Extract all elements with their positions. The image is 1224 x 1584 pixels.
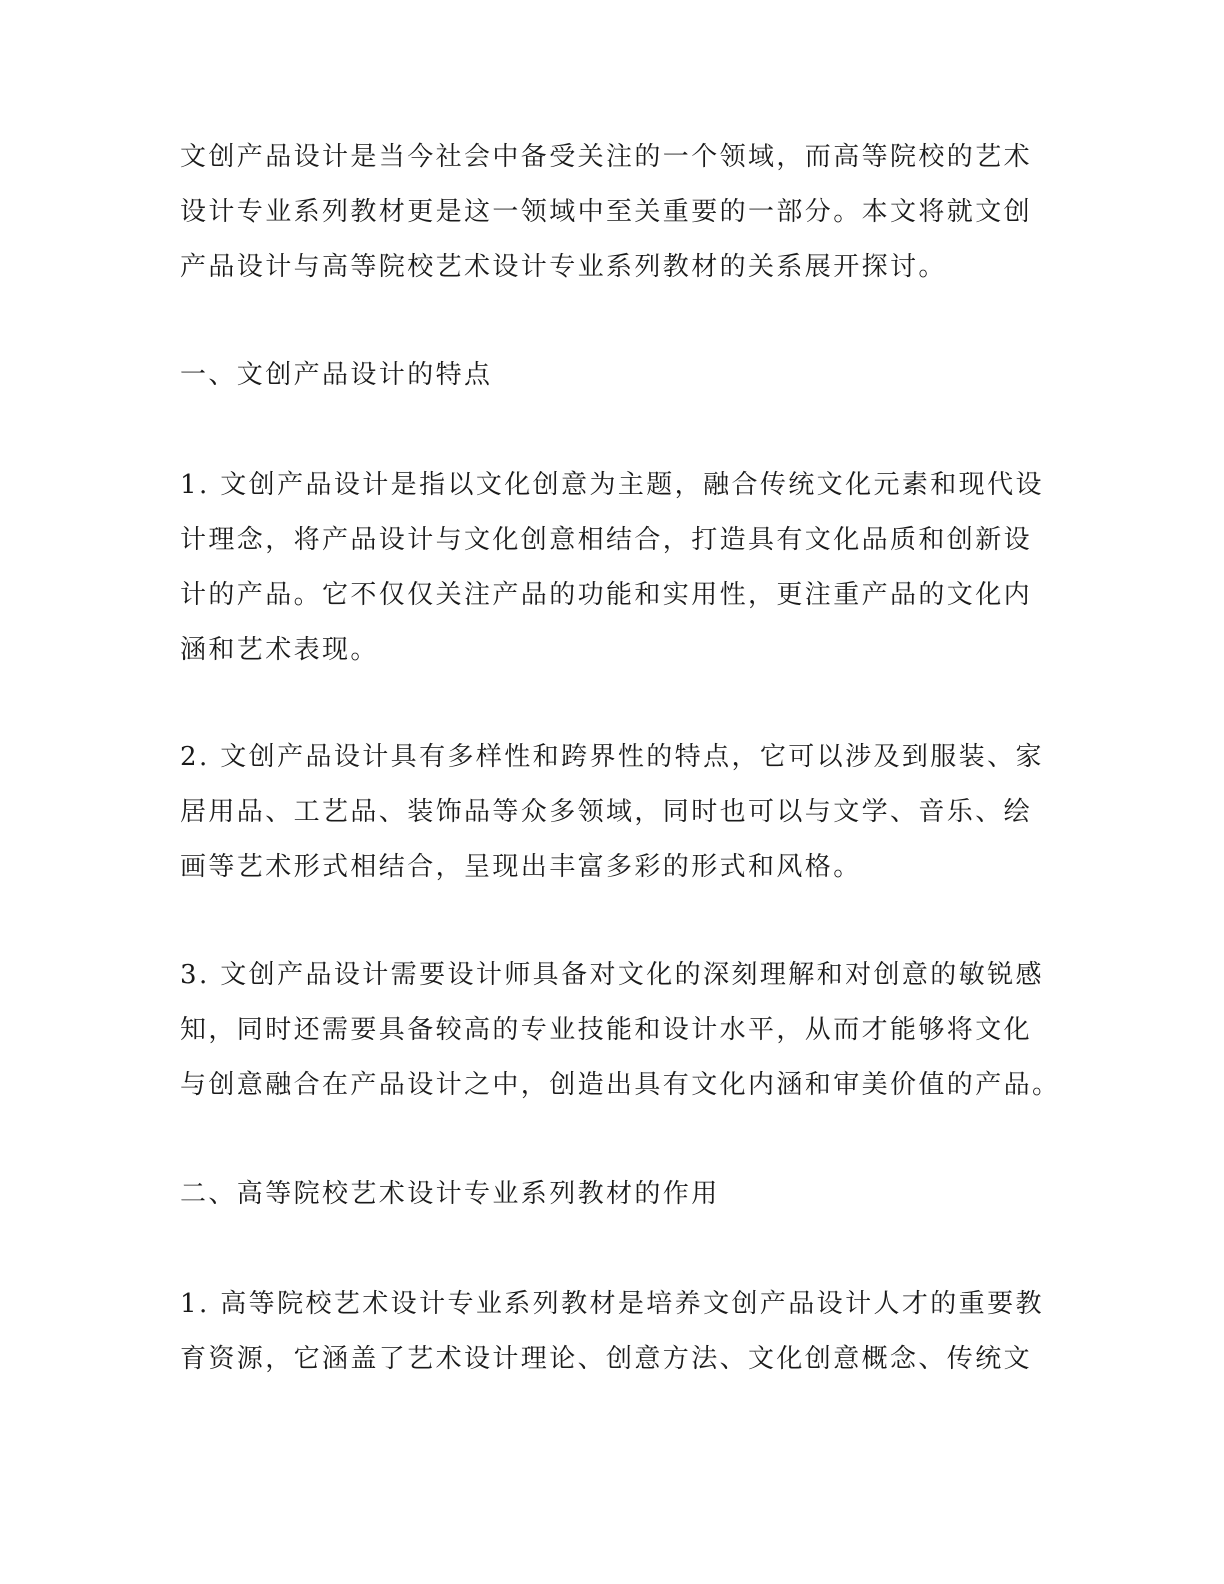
text-line: 文创产品设计是当今社会中备受关注的一个领域，而高等院校的艺术 bbox=[180, 142, 1033, 172]
heading-text: 二、高等院校艺术设计专业系列教材的作用 bbox=[180, 1179, 720, 1209]
text-line: 2. 文创产品设计具有多样性和跨界性的特点，它可以涉及到服装、家 bbox=[180, 742, 1044, 772]
text-line: 知，同时还需要具备较高的专业技能和设计水平，从而才能够将文化 bbox=[180, 1015, 1033, 1045]
section-heading-1 bbox=[180, 348, 492, 403]
section-heading-2 bbox=[180, 1167, 720, 1222]
intro-paragraph bbox=[180, 130, 1032, 295]
text-line: 产品设计与高等院校艺术设计专业系列教材的关系展开探讨。 bbox=[180, 252, 947, 282]
text-line: 1. 文创产品设计是指以文化创意为主题，融合传统文化元素和现代设 bbox=[180, 470, 1044, 500]
section1-item2-paragraph bbox=[180, 730, 1044, 895]
text-line: 计的产品。它不仅仅关注产品的功能和实用性，更注重产品的文化内 bbox=[180, 580, 1033, 610]
section1-item3-paragraph bbox=[180, 948, 1060, 1113]
text-line: 3. 文创产品设计需要设计师具备对文化的深刻理解和对创意的敏锐感 bbox=[180, 960, 1044, 990]
text-line: 1. 高等院校艺术设计专业系列教材是培养文创产品设计人才的重要教 bbox=[180, 1289, 1044, 1319]
text-line: 居用品、工艺品、装饰品等众多领域，同时也可以与文学、音乐、绘 bbox=[180, 797, 1033, 827]
text-line: 计理念，将产品设计与文化创意相结合，打造具有文化品质和创新设 bbox=[180, 525, 1033, 555]
text-line: 设计专业系列教材更是这一领域中至关重要的一部分。本文将就文创 bbox=[180, 197, 1033, 227]
section1-item1-paragraph bbox=[180, 458, 1044, 678]
text-line: 与创意融合在产品设计之中，创造出具有文化内涵和审美价值的产品。 bbox=[180, 1070, 1061, 1100]
text-line: 育资源，它涵盖了艺术设计理论、创意方法、文化创意概念、传统文 bbox=[180, 1344, 1033, 1374]
text-line: 画等艺术形式相结合，呈现出丰富多彩的形式和风格。 bbox=[180, 852, 862, 882]
section2-item1-paragraph bbox=[180, 1277, 1044, 1387]
text-line: 涵和艺术表现。 bbox=[180, 635, 379, 665]
heading-text: 一、文创产品设计的特点 bbox=[180, 360, 493, 390]
